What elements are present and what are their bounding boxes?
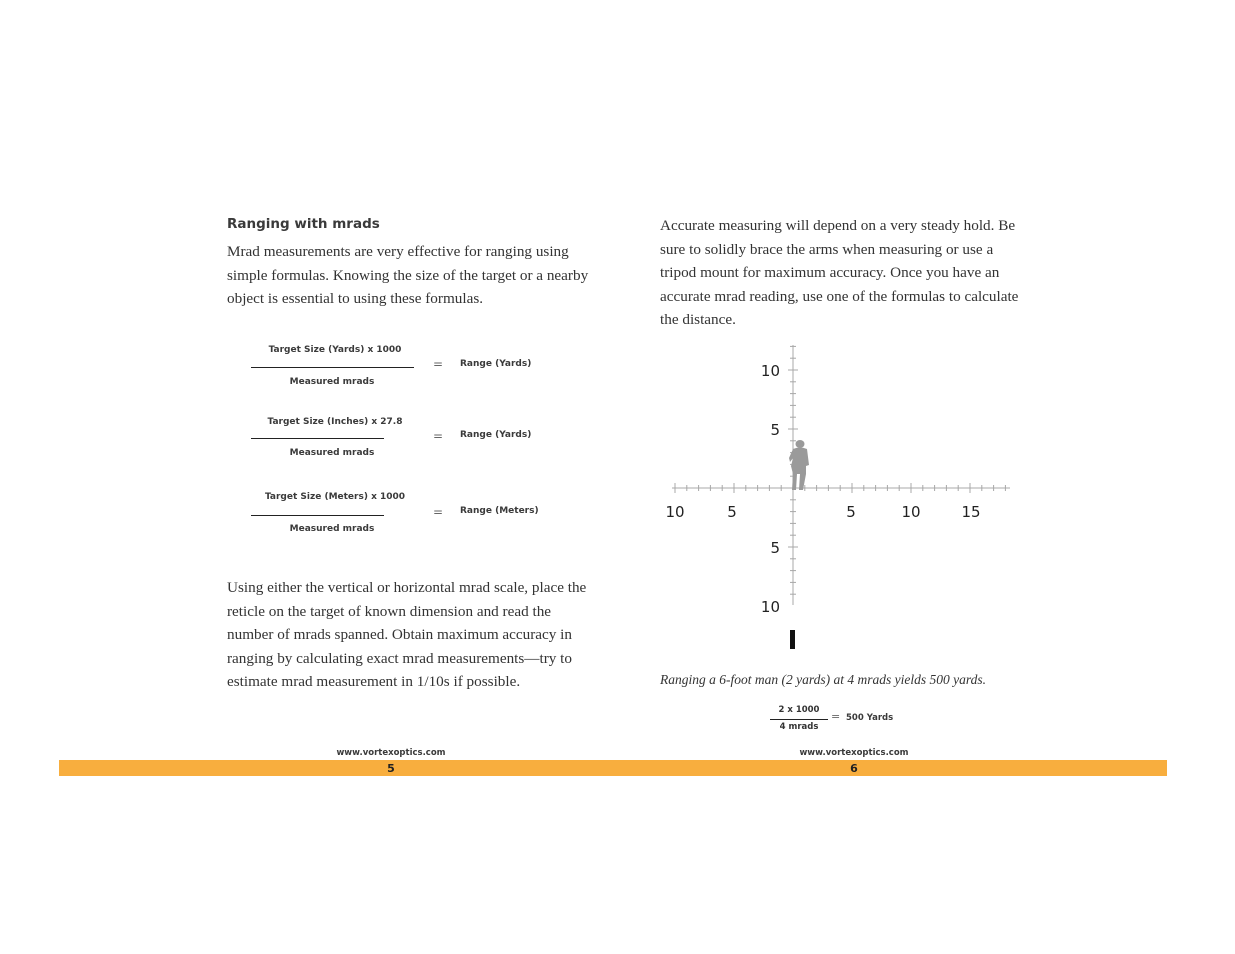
intro-paragraph: Mrad measurements are very effective for ranging using simple formulas. Knowing the size of the target or a nearby object is essential to using these formulas. [227, 243, 589, 307]
label-down-10: 10 [760, 598, 780, 616]
label-up-10: 10 [760, 362, 780, 380]
footer-url-left: www.vortexoptics.com [336, 748, 446, 758]
footer-band [59, 760, 1167, 776]
formula-2-denominator: Measured mrads [289, 448, 375, 458]
formula-2-numerator: Target Size (Inches) x 27.8 [267, 417, 403, 427]
formula-3-denominator: Measured mrads [289, 524, 375, 534]
soldier-silhouette-icon [789, 440, 809, 490]
label-left-5: 5 [727, 503, 737, 521]
label-right-15: 15 [961, 503, 981, 521]
example-result: 500 Yards [846, 713, 894, 723]
formula-3-numerator: Target Size (Meters) x 1000 [264, 492, 406, 502]
formula-3-equals: = [433, 505, 444, 519]
page-number-right: 6 [850, 762, 858, 775]
formula-3-fraction-bar [251, 515, 384, 516]
example-equals: = [831, 710, 841, 723]
label-up-5: 5 [770, 421, 780, 439]
formula-1-equals: = [433, 357, 444, 371]
reticle-bottom-post [790, 630, 795, 649]
body-paragraph: Using either the vertical or horizontal mrad scale, place the reticle on the target of known dimension and read the number of mrads spanned. Obtain maximum accuracy in ranging by calculating exact mrad measurements—try to estimate mrad measurement in 1/10s if possible. [227, 579, 587, 690]
right-intro-paragraph: Accurate measuring will depend on a very steady hold. Be sure to solidly brace the arms when measuring or use a tripod mount for maximum accuracy. Once you have an accurate mrad reading, use one of the formulas to calculate the distance. [660, 217, 1019, 328]
formula-3-result: Range (Meters) [460, 506, 539, 516]
formula-1-denominator: Measured mrads [289, 377, 375, 387]
example-fraction-bar [770, 719, 828, 720]
page-number-left: 5 [387, 762, 395, 775]
formula-2-fraction-bar [251, 438, 384, 439]
reticle-diagram [660, 340, 1020, 655]
figure-caption: Ranging a 6-foot man (2 yards) at 4 mrads yields 500 yards. [660, 672, 986, 687]
section-heading: Ranging with mrads [227, 216, 380, 232]
formula-1-fraction-bar [251, 367, 414, 368]
footer-url-right: www.vortexoptics.com [799, 748, 909, 758]
formula-2-result: Range (Yards) [460, 430, 532, 440]
label-left-10: 10 [665, 503, 685, 521]
formula-1-numerator: Target Size (Yards) x 1000 [268, 345, 402, 355]
example-numerator: 2 x 1000 [778, 705, 820, 715]
reticle-lines [672, 345, 1010, 605]
formula-2-equals: = [433, 429, 444, 443]
reticle-ticks [675, 346, 1005, 594]
label-down-5: 5 [770, 539, 780, 557]
label-right-10: 10 [901, 503, 921, 521]
label-right-5: 5 [846, 503, 856, 521]
reticle-labels [665, 362, 980, 616]
example-denominator: 4 mrads [779, 722, 819, 732]
formula-1-result: Range (Yards) [460, 359, 532, 369]
